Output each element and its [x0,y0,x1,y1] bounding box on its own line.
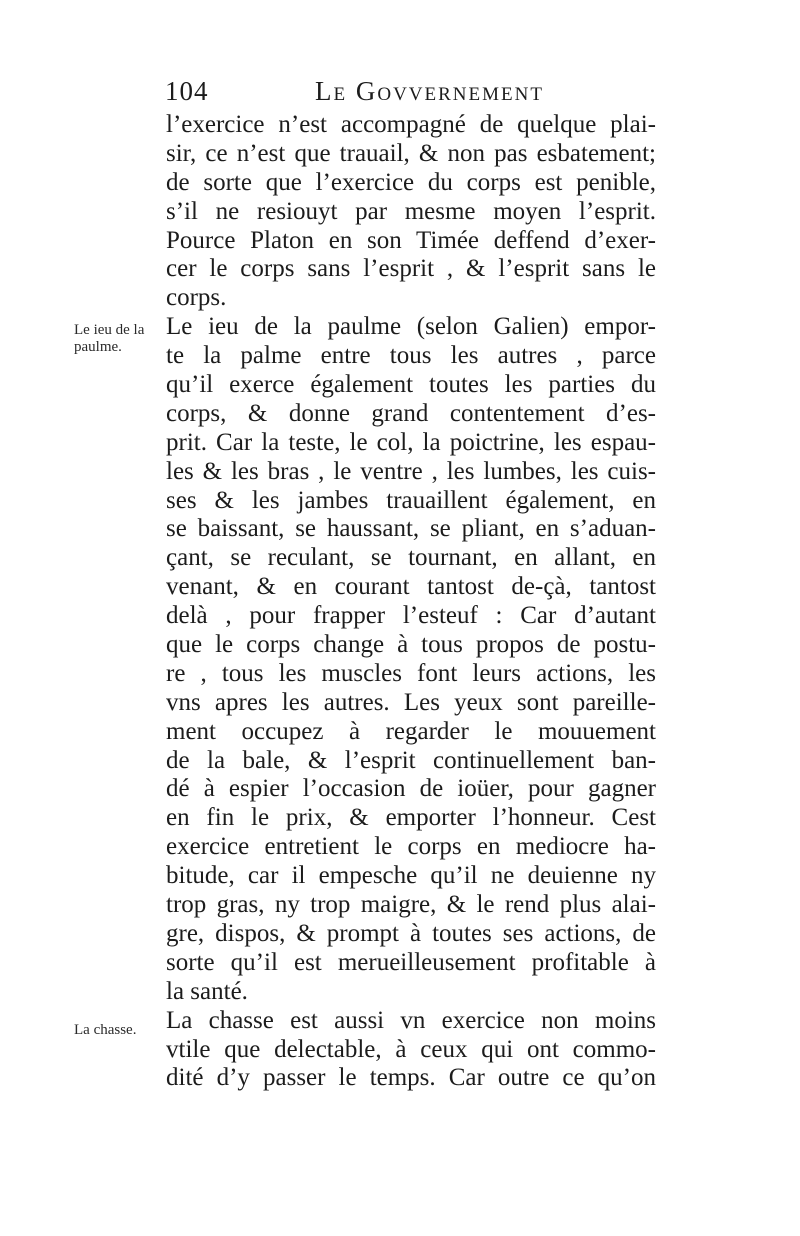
text-line: ses & les jambes trauaillent également, en [166,486,656,514]
text-line: dité d’y passer le temps. Car outre ce qu’on [166,1064,656,1092]
text-line: Pource Platon en son Timée deffend d’exer- [166,226,656,254]
text-line: sorte qu’il est merueilleusement profitable à [166,948,656,976]
text-line: sir, ce n’est que trauail, & non pas esbatement; [166,139,656,167]
text-line: s’il ne resiouyt par mesme moyen l’esprit. [166,197,656,225]
text-line: en fin le prix, & emporter l’honneur. Cest [166,804,656,832]
text-line: venant, & en courant tantost de-çà, tantost [166,573,656,601]
margin-note-line: Le ieu de la [74,322,145,338]
text-line: gre, dispos, & prompt à toutes ses actions, de [166,919,656,947]
page-header [165,76,655,110]
text-line: vns apres les autres. Les yeux sont pareille- [166,688,656,716]
body-text [166,111,656,1093]
text-line: prit. Car la teste, le col, la poictrine, les espau- [166,428,656,456]
margin-note-line: paulme. [74,339,122,355]
running-head: Le Govvernement [315,76,544,106]
margin-note-paulme [74,322,166,356]
text-line: La chasse est aussi vn exercice non moins [166,1006,656,1034]
text-line: que le corps change à tous propos de postu- [166,631,656,659]
text-line: l’exercice n’est accompagné de quelque plai- [166,111,656,138]
text-line: delà , pour frapper l’esteuf : Car d’autant [166,602,656,630]
text-line: vtile que delectable, à ceux qui ont commo- [166,1035,656,1063]
text-line: corps, & donne grand contentement d’es- [166,399,656,427]
margin-note-line: La chasse. [74,1022,137,1038]
text-line: de la bale, & l’esprit continuellement ban- [166,746,656,774]
text-line: qu’il exerce également toutes les parties du [166,371,656,399]
text-line: corps. [166,284,227,312]
text-line: bitude, car il empesche qu’il ne deuienne ny [166,862,656,890]
text-line: se baissant, se haussant, se pliant, en s’aduan- [166,515,656,543]
margin-note-chasse [74,1022,166,1039]
text-line: de sorte que l’exercice du corps est penible, [166,168,656,196]
text-line: cer le corps sans l’esprit , & l’esprit sans le [166,255,656,283]
text-line: la santé. [166,977,248,1005]
text-line: trop gras, ny trop maigre, & le rend plus alai- [166,891,656,919]
text-line: dé à espier l’occasion de ioüer, pour gagner [166,775,656,803]
text-line: les & les bras , le ventre , les lumbes, les cuis- [166,457,656,485]
page-number: 104 [165,76,209,106]
text-line: exercice entretient le corps en mediocre ha- [166,833,656,861]
text-line: Le ieu de la paulme (selon Galien) empor- [166,313,656,341]
text-line: ment occupez à regarder le mouuement [166,717,656,745]
text-line: re , tous les muscles font leurs actions, les [166,659,656,687]
text-line: çant, se reculant, se tournant, en allant, en [166,544,656,572]
text-line: te la palme entre tous les autres , parce [166,342,656,370]
